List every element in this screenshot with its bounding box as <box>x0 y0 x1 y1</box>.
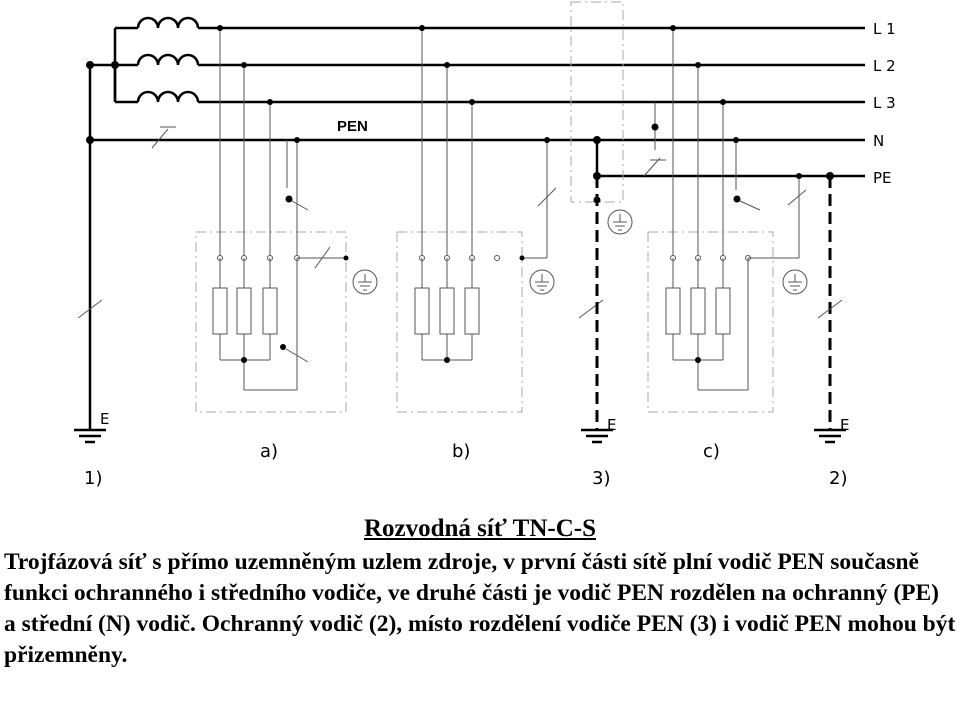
pe-earth <box>814 172 849 489</box>
label-n: N <box>873 132 885 150</box>
caption-body: Trojfázová síť s přímo uzemněným uzlem zdroje, v první části sítě plní vodič PEN současně funkci ochranného i středního vodiče, ve druhé části je vodič PEN rozdělen na ochranný (PE) a střední (N) vodič. Ochranný vodič (2), místo rozdělení vodiče PEN (3) i vodič PEN mohou být přizemněny. <box>4 549 956 668</box>
marker-1: 1) <box>84 468 103 489</box>
device-b <box>397 25 556 412</box>
label-l3: L 3 <box>873 94 896 112</box>
conductor-labels <box>337 20 896 187</box>
label-earth-3: E <box>607 416 617 434</box>
marker-3: 3) <box>592 468 611 489</box>
label-earth-1: E <box>100 410 110 428</box>
caption-title: Rozvodná síť TN-C-S <box>363 515 597 542</box>
caption <box>0 515 960 671</box>
split-earth <box>581 176 616 489</box>
transformer-windings <box>86 18 198 140</box>
device-labels <box>260 441 720 462</box>
label-pen: PEN <box>337 118 368 135</box>
pen-split <box>571 2 666 318</box>
marker-2: 2) <box>829 468 848 489</box>
label-earth-2: E <box>840 416 850 434</box>
device-label-c: c) <box>703 441 720 462</box>
busbars <box>86 28 865 180</box>
device-c <box>648 25 806 412</box>
device-earth-symbols <box>353 210 807 294</box>
label-pe: PE <box>873 169 892 187</box>
label-l1: L 1 <box>873 20 896 38</box>
device-label-b: b) <box>452 441 471 462</box>
label-l2: L 2 <box>873 57 896 75</box>
device-a <box>196 25 349 412</box>
source-earth <box>74 127 176 489</box>
device-label-a: a) <box>260 441 279 462</box>
